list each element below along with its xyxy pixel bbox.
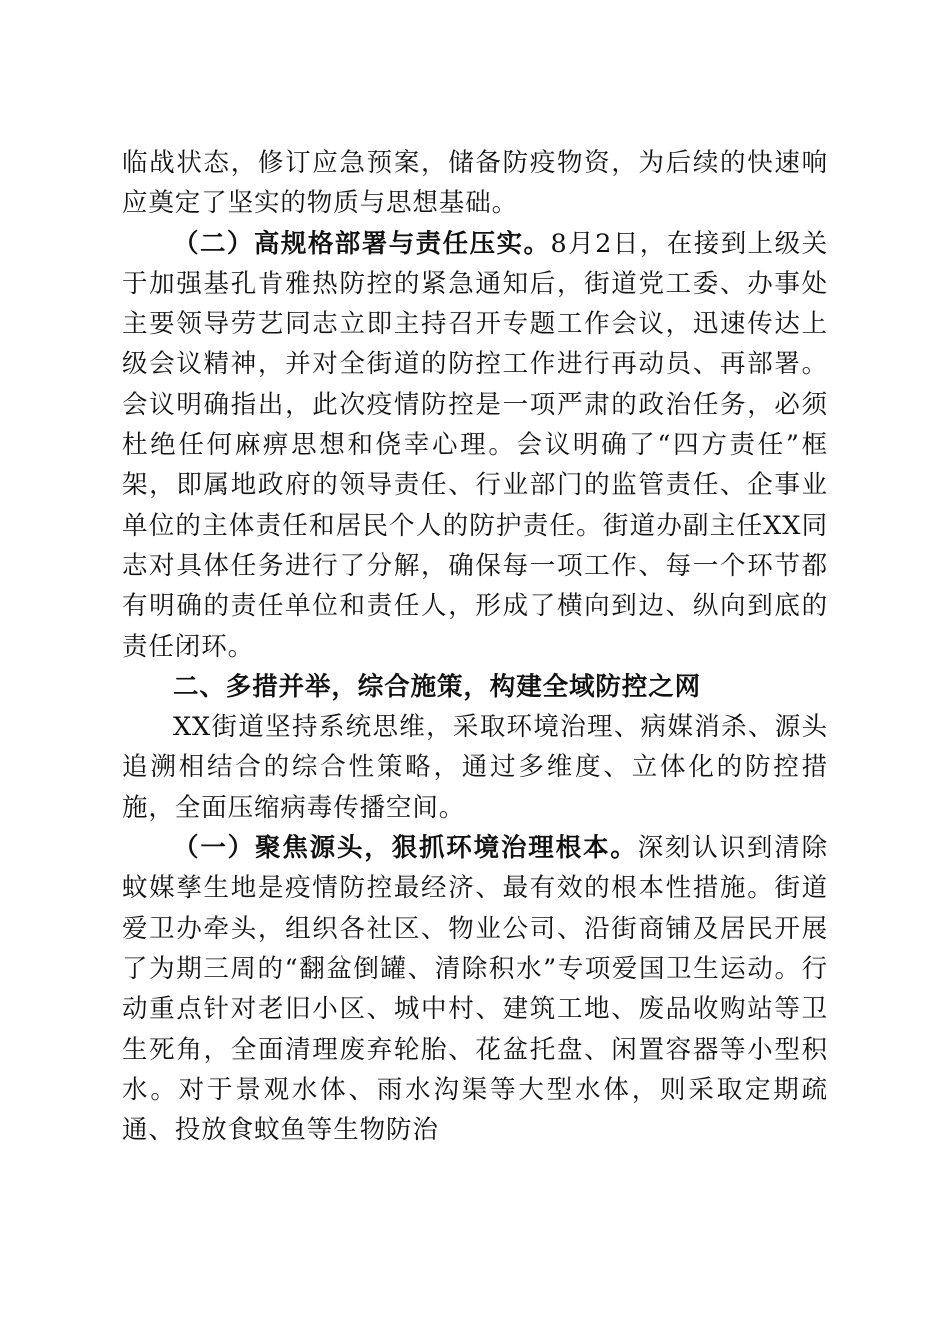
paragraph-continuation: [122, 143, 828, 224]
document-body: [122, 143, 828, 1150]
paragraph-text: 临战状态，修订应急预案，储备防疫物资，为后续的快速响应奠定了坚实的物质与思想基础。: [122, 148, 828, 219]
paragraph-text: 8月2日，在接到上级关于加强基孔肯雅热防控的紧急通知后，街道党工委、办事处主要领导劳艺同志立即主持召开专题工作会议，迅速传达上级会议精神，并对全街道的防控工作进行再动员、再部署。会议明确指出，此次疫情防控是一项严肃的政治任务，必须杜绝任何麻痹思想和侥幸心理。会议明确了“四方责任”框架，即属地政府的领导责任、行业部门的监管责任、企事业单位的主体责任和居民个人的防护责任。街道办副主任XX同志对具体任务进行了分解，确保每一项工作、每一个环节都有明确的责任单位和责任人，形成了横向到边、纵向到底的责任闭环。: [122, 228, 828, 662]
paragraph-text: 深刻认识到清除蚊媒孳生地是疫情防控最经济、最有效的根本性措施。街道爱卫办牵头，组织各社区、物业公司、沿街商铺及居民开展了为期三周的“翻盆倒罐、清除积水”专项爱国卫生运动。行动重点针对老旧小区、城中村、建筑工地、废品收购站等卫生死角，全面清理废弃轮胎、花盆托盘、闲置容器等小型积水。对于景观水体、雨水沟渠等大型水体，则采取定期疏通、投放食蚊鱼等生物防治: [122, 833, 828, 1146]
paragraph-lead: （一）聚焦源头，狠抓环境治理根本。: [173, 833, 638, 864]
paragraph-environment: [122, 828, 828, 1150]
paragraph-lead: （二）高规格部署与责任压实。: [173, 228, 551, 259]
paragraph-text: XX街道坚持系统思维，采取环境治理、病媒消杀、源头追溯相结合的综合性策略，通过多维度、立体化的防控措施，全面压缩病毒传播空间。: [122, 712, 828, 823]
section-heading: 二、多措并举，综合施策，构建全域防控之网: [173, 671, 702, 702]
paragraph-deployment: [122, 224, 828, 667]
paragraph-strategy: [122, 707, 828, 828]
